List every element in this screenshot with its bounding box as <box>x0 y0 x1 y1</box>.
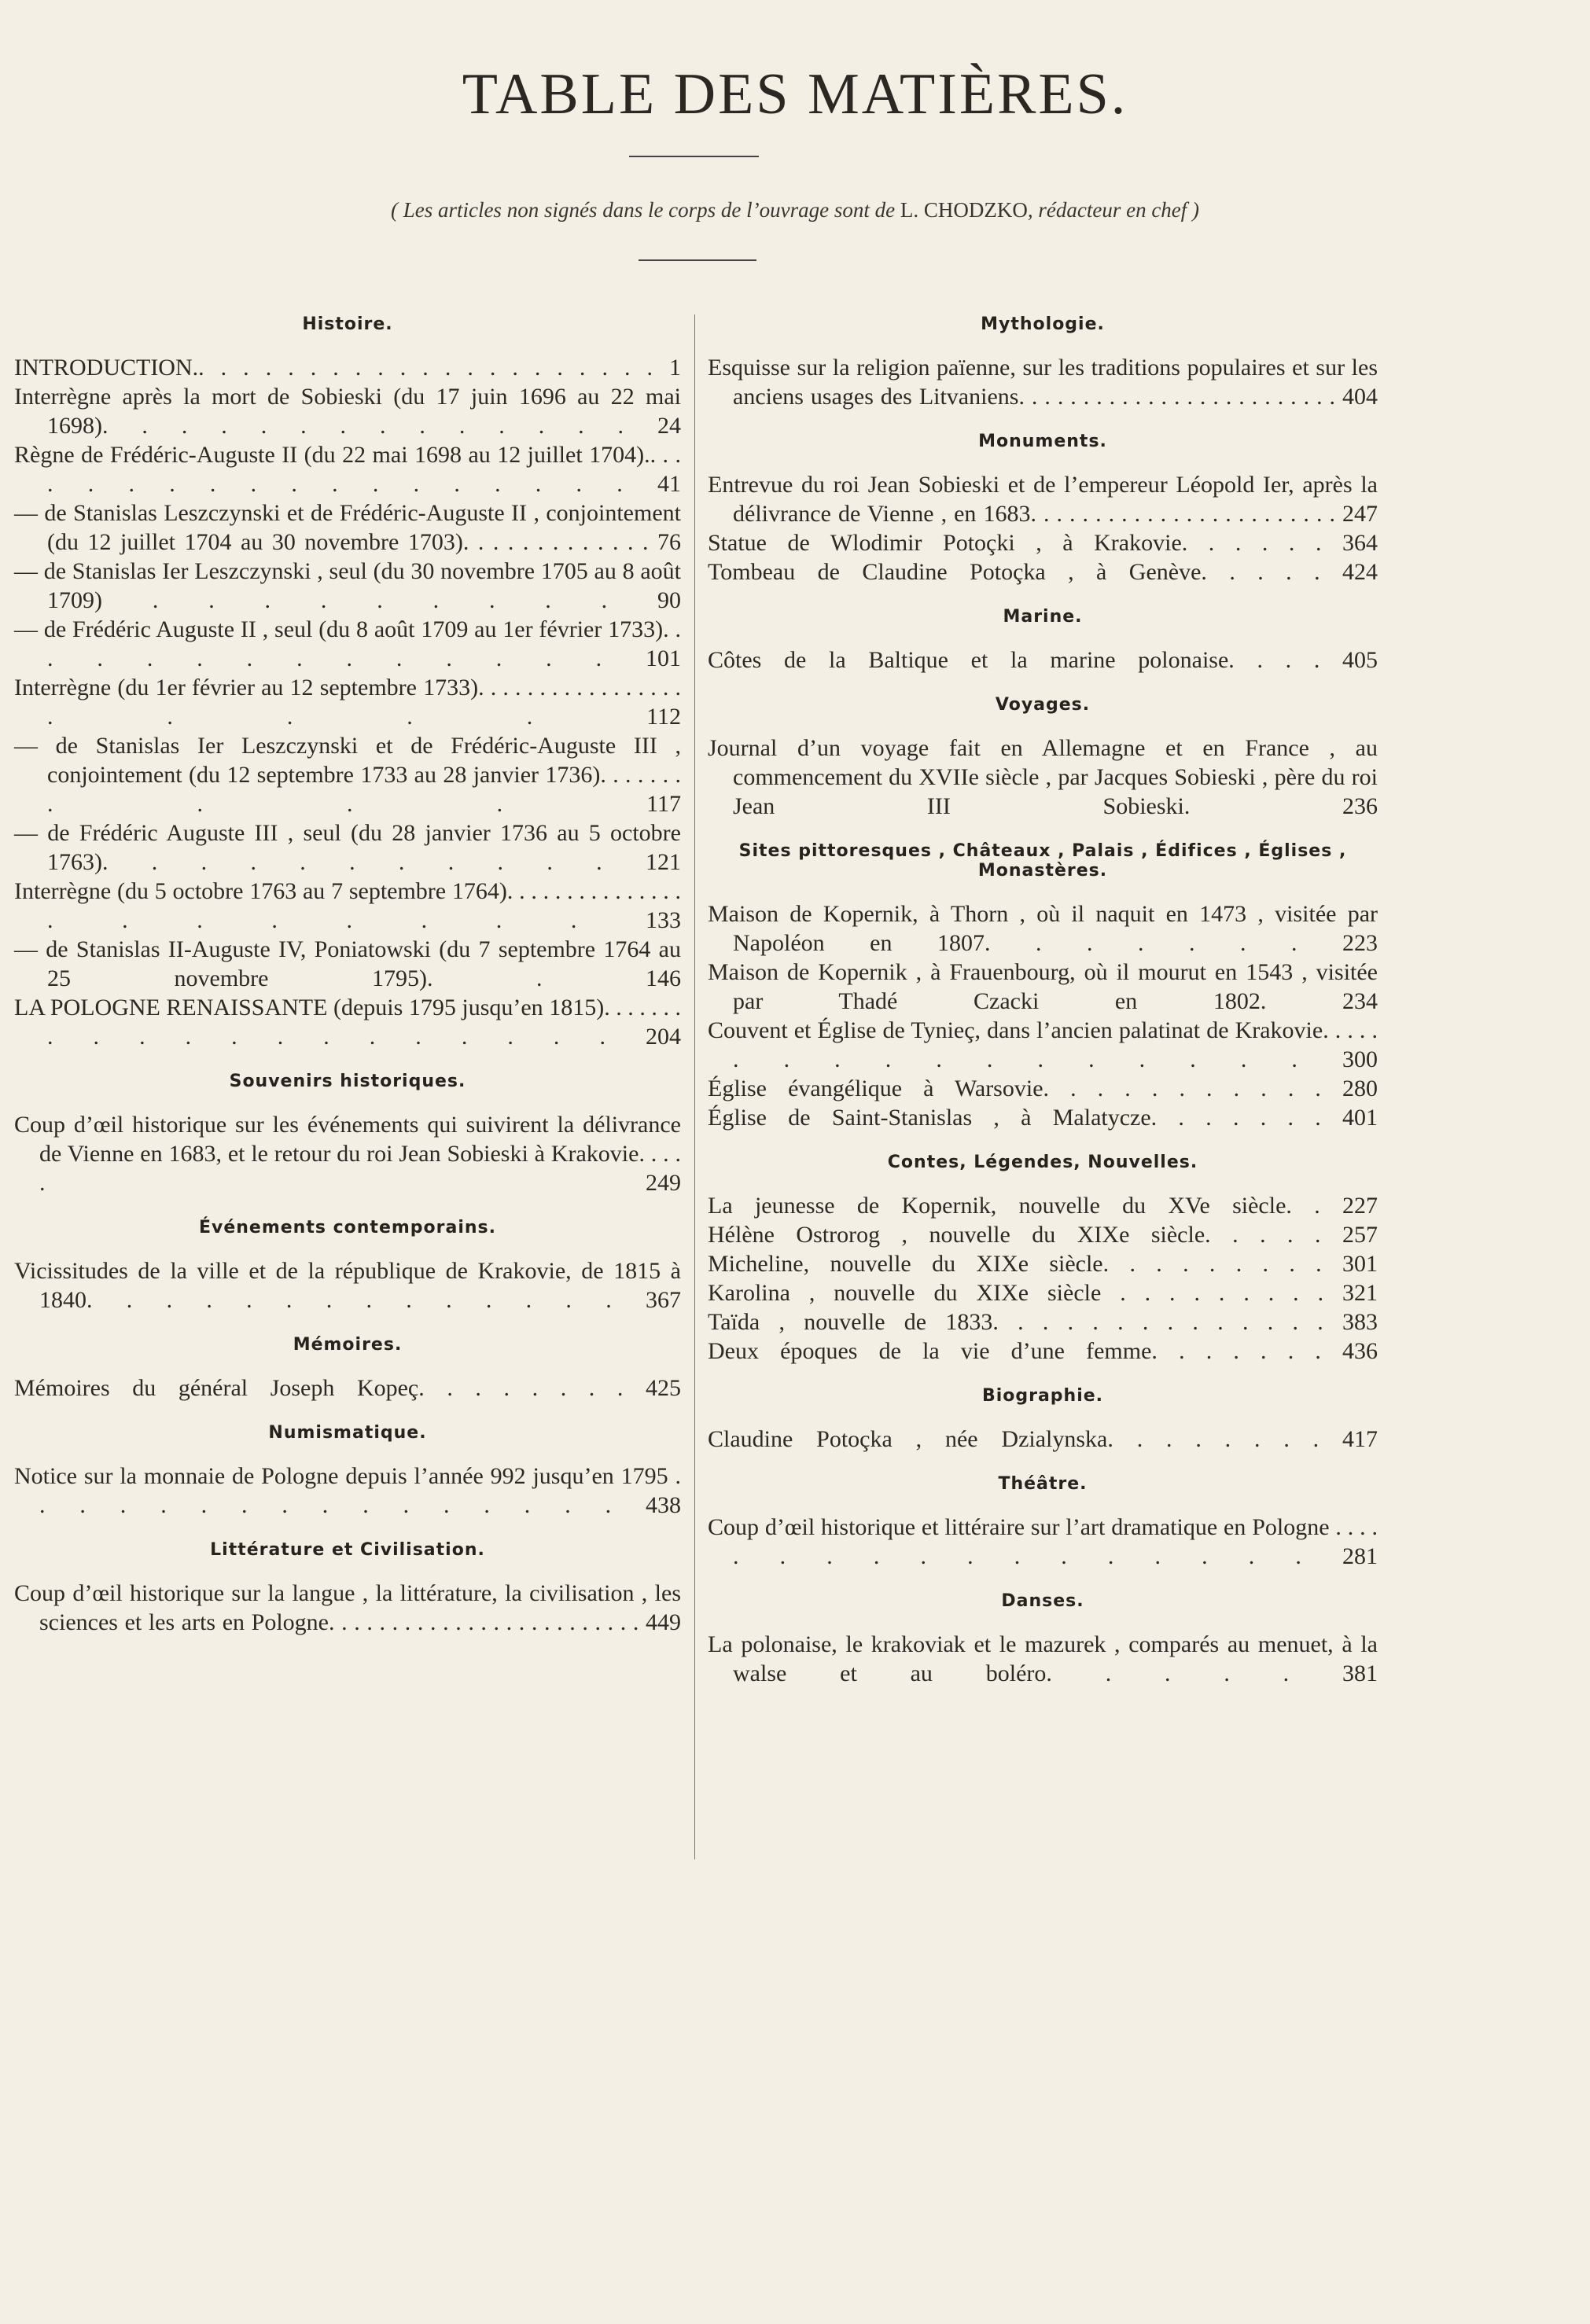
section-heading-litterature: Littérature et Civilisation. <box>210 1540 485 1560</box>
toc-entry: Interrègne (du 1er février au 12 septembre 1733). . . . . . . . . . . . . . . . . . . . . . 112 <box>14 675 681 730</box>
section-heading-numismatique: Numismatique. <box>268 1423 427 1443</box>
toc-entry: Interrègne (du 5 octobre 1763 au 7 septembre 1764). . . . . . . . . . . . . . . . . . . . . . . 133 <box>14 878 681 933</box>
section-heading-souvenirs: Souvenirs historiques. <box>229 1072 466 1091</box>
section-heading-sites: Sites pittoresques , Châteaux , Palais , Édifices , Églises , Monastères. <box>738 841 1347 881</box>
left-column <box>14 314 681 1637</box>
toc-entry: Mémoires du général Joseph Kopeç. . . . . . . . 425 <box>14 1375 681 1401</box>
toc-entry: INTRODUCTION.. . . . . . . . . . . . . . . . . . . . . 1 <box>14 355 681 381</box>
toc-entry: Règne de Frédéric-Auguste II (du 22 mai 1698 au 12 juillet 1704).. . . . . . . . . . . . . . . . . . 41 <box>14 442 681 497</box>
section-heading-contes: Contes, Légendes, Nouvelles. <box>887 1153 1198 1172</box>
toc-entry: — de Stanislas Ier Leszczynski , seul (du 30 novembre 1705 au 8 août 1709) . . . . . . . . . 90 <box>14 558 681 613</box>
subtitle-post: , rédacteur en chef ) <box>1027 198 1200 222</box>
toc-entry: Vicissitudes de la ville et de la république de Krakovie, de 1815 à 1840. . . . . . . . . . . . . . 367 <box>14 1258 681 1313</box>
subtitle-pre: ( Les articles non signés dans le corps de l’ouvrage sont de <box>390 198 900 222</box>
toc-entry: Coup d’œil historique et littéraire sur l’art dramatique en Pologne . . . . . . . . . . . . . . . . . 281 <box>708 1514 1378 1569</box>
toc-entry: Deux époques de la vie d’une femme. . . . . . . 436 <box>708 1338 1378 1364</box>
section-heading-theatre: Théâtre. <box>998 1474 1088 1494</box>
section-heading-histoire: Histoire. <box>302 314 393 334</box>
toc-entry: Statue de Wlodimir Potoçki , à Krakovie. . . . . . 364 <box>708 530 1378 556</box>
toc-entry: Interrègne après la mort de Sobieski (du 17 juin 1696 au 22 mai 1698). . . . . . . . . . . . . . 24 <box>14 384 681 439</box>
section-heading-voyages: Voyages. <box>995 695 1091 715</box>
toc-entry: — de Stanislas II-Auguste IV, Poniatowski (du 7 septembre 1764 au 25 novembre 1795). . 146 <box>14 936 681 991</box>
toc-entry: Journal d’un voyage fait en Allemagne et en France , au commencement du XVIIe siècle , par Jacques Sobieski , père du roi Jean III Sobieski. 236 <box>708 735 1378 819</box>
toc-entry: Taïda , nouvelle de 1833. . . . . . . . . . . . . . 383 <box>708 1309 1378 1335</box>
subtitle <box>0 198 1590 222</box>
column-divider <box>694 314 695 1859</box>
toc-entry: Côtes de la Baltique et la marine polonaise. . . . 405 <box>708 647 1378 673</box>
toc-entry: Tombeau de Claudine Potoçka , à Genève. . . . . 424 <box>708 559 1378 585</box>
toc-entry: La polonaise, le krakoviak et le mazurek , comparés au menuet, à la walse et au boléro. . . . . 381 <box>708 1631 1378 1686</box>
section-heading-danses: Danses. <box>1001 1591 1084 1611</box>
toc-entry: Maison de Kopernik , à Frauenbourg, où il mourut en 1543 , visitée par Thadé Czacki en 1802. 234 <box>708 959 1378 1014</box>
section-heading-memoires: Mémoires. <box>293 1335 403 1355</box>
toc-entry: Esquisse sur la religion païenne, sur les traditions populaires et sur les anciens usages des Litvaniens. . . . . . . . . . . . . . . . . . . . . . . . . 404 <box>708 355 1378 410</box>
toc-entry: — de Frédéric Auguste II , seul (du 8 août 1709 au 1er février 1733). . . . . . . . . . . . . . 101 <box>14 616 681 671</box>
toc-entry: Couvent et Église de Tynieç, dans l’ancien palatinat de Krakovie. . . . . . . . . . . . . . . . . 300 <box>708 1017 1378 1072</box>
section-heading-biographie: Biographie. <box>981 1386 1104 1406</box>
section-heading-mythologie: Mythologie. <box>981 314 1105 334</box>
toc-entry: Maison de Kopernik, à Thorn , où il naquit en 1473 , visitée par Napoléon en 1807. . . . . . . 223 <box>708 901 1378 956</box>
section-heading-monuments: Monuments. <box>978 432 1107 451</box>
toc-entry: — de Stanislas Ier Leszczynski et de Frédéric-Auguste III , conjointement (du 12 septembre 1733 au 28 janvier 1736). . . . . . . . . . . 117 <box>14 733 681 817</box>
toc-entry: LA POLOGNE RENAISSANTE (depuis 1795 jusqu’en 1815). . . . . . . . . . . . . . . . . . . . 204 <box>14 995 681 1050</box>
toc-entry: Notice sur la monnaie de Pologne depuis l’année 992 jusqu’en 1795 . . . . . . . . . . . . . . . . 438 <box>14 1463 681 1518</box>
toc-entry: Karolina , nouvelle du XIXe siècle . . . . . . . . . 321 <box>708 1280 1378 1306</box>
section-heading-evenements: Événements contemporains. <box>198 1218 497 1237</box>
page-title: TABLE DES MATIÈRES. <box>462 62 1128 127</box>
right-column <box>708 314 1378 1688</box>
toc-entry: — de Stanislas Leszczynski et de Frédéric-Auguste II , conjointement (du 12 juillet 1704 au 30 novembre 1703). . . . . . . . . . . . . 76 <box>14 500 681 555</box>
section-heading-marine: Marine. <box>1003 607 1083 627</box>
toc-entry: Église évangélique à Warsovie. . . . . . . . . . . 280 <box>708 1076 1378 1101</box>
toc-entry: Coup d’œil historique sur les événements qui suivirent la délivrance de Vienne en 1683, et le retour du roi Jean Sobieski à Krakovie. . . . . 249 <box>14 1112 681 1196</box>
toc-entry: Entrevue du roi Jean Sobieski et de l’empereur Léopold Ier, après la délivrance de Vienne , en 1683. . . . . . . . . . . . . . . . . . . . . . . . 247 <box>708 472 1378 527</box>
toc-entry: Coup d’œil historique sur la langue , la littérature, la civilisation , les sciences et les arts en Pologne. . . . . . . . . . . . . . . . . . . . . . . . . 449 <box>14 1580 681 1635</box>
title-rule <box>629 156 759 157</box>
toc-entry: — de Frédéric Auguste III , seul (du 28 janvier 1736 au 5 octobre 1763). . . . . . . . . . . 121 <box>14 820 681 875</box>
toc-entry: La jeunesse de Kopernik, nouvelle du XVe siècle. . 227 <box>708 1193 1378 1219</box>
subtitle-rule <box>639 259 756 261</box>
toc-entry: Claudine Potoçka , née Dzialynska. . . . . . . . 417 <box>708 1426 1378 1452</box>
subtitle-author: L. CHODZKO <box>900 198 1028 222</box>
toc-entry: Micheline, nouvelle du XIXe siècle. . . . . . . . . 301 <box>708 1251 1378 1277</box>
toc-entry: Hélène Ostrorog , nouvelle du XIXe siècle. . . . . 257 <box>708 1222 1378 1248</box>
toc-entry: Église de Saint-Stanislas , à Malatycze. . . . . . . 401 <box>708 1105 1378 1131</box>
